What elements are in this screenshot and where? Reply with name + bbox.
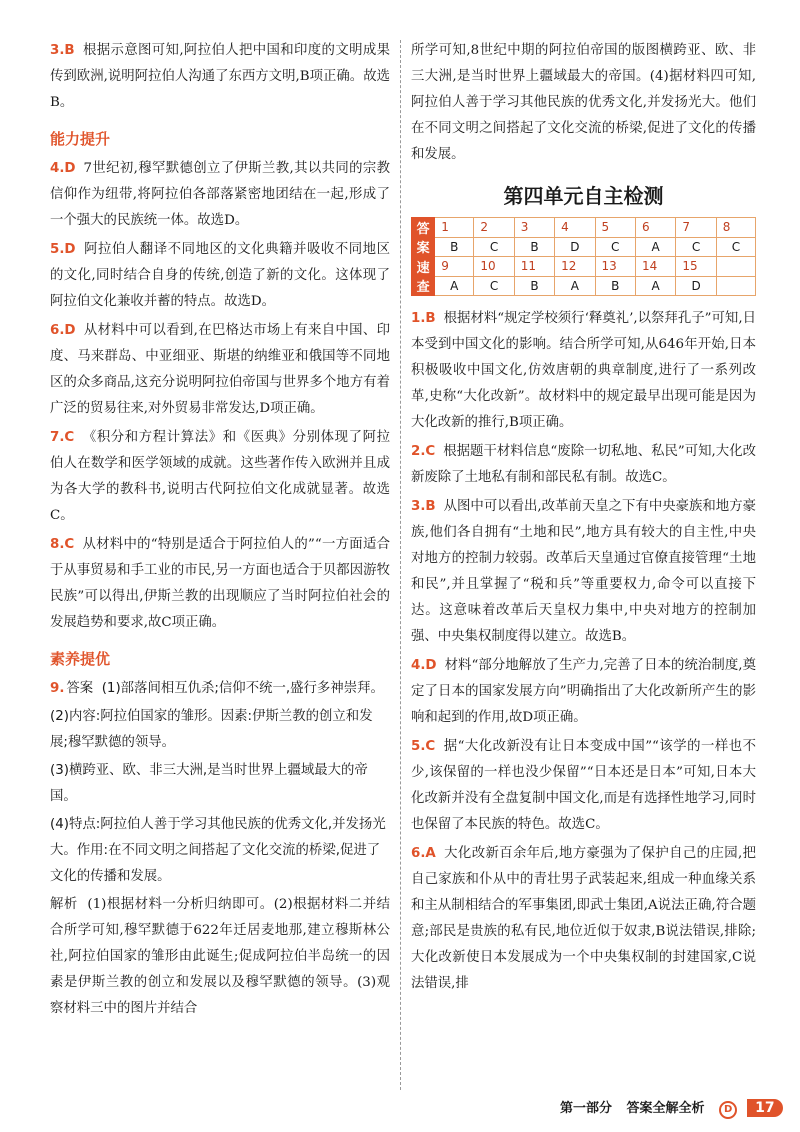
- section-heading: 素养提优: [50, 650, 111, 668]
- answer-text: (4)特点:阿拉伯人善于学习其他民族的优秀文化,并发扬光大。作用:在不同文明之间搭起了文化交流的桥梁,促进了文化的传播和发展。: [50, 817, 386, 884]
- table-cell: 12: [555, 257, 595, 277]
- table-cell: D: [555, 237, 595, 257]
- table-cell: A: [635, 276, 675, 296]
- table-cell: 13: [595, 257, 635, 277]
- table-cell: A: [635, 237, 675, 257]
- table-cell: 11: [514, 257, 554, 277]
- answer-item: [411, 494, 756, 650]
- table-cell: C: [474, 237, 514, 257]
- footer-part: 第一部分: [560, 1101, 613, 1116]
- table-cell: B: [435, 237, 474, 257]
- answer-item: [411, 653, 756, 731]
- answer-text: 从材料中的“特别是适合于阿拉伯人的”“一方面适合于从事贸易和手工业的市民,另一方面也适合于贝都因游牧民族”可以得出,伊斯兰教的出现顺应了当时阿拉伯社会的发展趋势和要求,故C项正确。: [50, 537, 390, 630]
- answer-table-label: 答案: [412, 218, 435, 257]
- footer-subtitle: 答案全解全析: [626, 1101, 705, 1116]
- table-cell: 10: [474, 257, 514, 277]
- question-number: 7.C: [50, 430, 75, 445]
- table-cell: A: [555, 276, 595, 296]
- table-cell: B: [595, 276, 635, 296]
- edition-badge-icon: D: [719, 1101, 737, 1119]
- question-number: 4.D: [50, 161, 76, 176]
- table-cell: B: [514, 237, 554, 257]
- answer-text: 7世纪初,穆罕默德创立了伊斯兰教,其以共同的宗教信仰作为纽带,将阿拉伯各部落紧密地团结在一起,形成了一个强大的民族统一体。故选D。: [50, 161, 390, 228]
- answer-text: 阿拉伯人翻译不同地区的文化典籍并吸收不同地区的文化,同时结合自身的传统,创造了新的文化。这体现了阿拉伯文化兼收并蓄的特点。故选D。: [50, 242, 390, 309]
- analysis-label: 解析: [50, 897, 78, 912]
- answer-item: [411, 306, 756, 436]
- question-number: 5.C: [411, 739, 436, 754]
- right-column: [411, 38, 756, 1000]
- question-number: 4.D: [411, 658, 437, 673]
- question-number: 2.C: [411, 444, 436, 459]
- table-cell: 2: [474, 218, 514, 238]
- answer-item: [50, 676, 390, 702]
- answer-text: 根据题干材料信息“废除一切私地、私民”可知,大化改新废除了土地私有制和部民私有制。故选C。: [411, 444, 756, 485]
- table-cell-empty: [716, 276, 755, 296]
- question-number: 5.D: [50, 242, 76, 257]
- answer-table-label: 速查: [412, 257, 435, 296]
- table-cell: C: [595, 237, 635, 257]
- table-cell: 7: [676, 218, 716, 238]
- answer-item: [50, 38, 390, 116]
- question-number: 6.D: [50, 323, 76, 338]
- answer-item: [50, 237, 390, 315]
- question-number: 8.C: [50, 537, 75, 552]
- answer-text: 从图中可以看出,改革前天皇之下有中央豪族和地方豪族,他们各自拥有“土地和民”,地方具有较大的自主性,中央对地方的控制力较弱。改革后天皇通过官僚直接管理“土地和民”,并且掌握了“税和兵”等重要权力,命令可以直接下达。这意味着改革后天皇权力集中,中央对地方的控制加强、中央集权制度得以建立。故选B。: [411, 499, 756, 644]
- table-cell: 15: [676, 257, 716, 277]
- table-cell: 9: [435, 257, 474, 277]
- page-footer: [560, 1097, 793, 1119]
- column-divider: [400, 40, 401, 1090]
- answer-text: 大化改新百余年后,地方豪强为了保护自己的庄园,把自己家族和仆从中的青壮男子武装起来,组成一种血缘关系和主从制相结合的军事集团,即武士集团,A说法正确,符合题意;部民是贵族的私有民,地位近似于奴隶,B说法错误,排除;大化改新使日本发展成为一个中央集权制的封建国家,C说法错误,排: [411, 846, 756, 991]
- analysis-continued: 所学可知,8世纪中期的阿拉伯帝国的版图横跨亚、欧、非三大洲,是当时世界上疆域最大的帝国。(4)据材料四可知,阿拉伯人善于学习其他民族的优秀文化,并发扬光大。他们在不同文明之间搭起了文化交流的桥梁,促进了文化的传播和发展。: [411, 43, 756, 162]
- answer-text: (2)内容:阿拉伯国家的雏形。因素:伊斯兰教的创立和发展;穆罕默德的领导。: [50, 709, 373, 750]
- question-number: 6.A: [411, 846, 436, 861]
- analysis-text: (1)根据材料一分析归纳即可。(2)根据材料二并结合所学可知,穆罕默德于622年迁居麦地那,建立穆斯林公社,阿拉伯国家的雏形由此诞生;促成阿拉伯半岛统一的因素是伊斯兰教的创立和发展以及穆罕默德的领导。(3)观察材料三中的图片并结合: [50, 897, 391, 1016]
- answer-item: [411, 841, 756, 997]
- answer-item: [411, 439, 756, 491]
- table-cell: C: [474, 276, 514, 296]
- table-cell: C: [716, 237, 755, 257]
- question-number: 3.B: [50, 43, 75, 58]
- table-cell: B: [514, 276, 554, 296]
- table-cell: 4: [555, 218, 595, 238]
- table-cell: 8: [716, 218, 755, 238]
- table-cell: 5: [595, 218, 635, 238]
- answer-item: [50, 532, 390, 636]
- answer-text: 从材料中可以看到,在巴格达市场上有来自中国、印度、马来群岛、中亚细亚、斯堪的纳维亚和俄国等不同地区的众多商品,这充分说明阿拉伯帝国与世界多个地方有着广泛的贸易往来,对外贸易非常发达,D项正确。: [50, 323, 390, 416]
- answer-item: [411, 734, 756, 838]
- answer-item: [50, 425, 390, 529]
- analysis: [50, 892, 390, 1022]
- answer-item: [50, 156, 390, 234]
- left-column: [50, 38, 390, 1025]
- question-number: 9.: [50, 681, 65, 696]
- table-cell: 14: [635, 257, 675, 277]
- answer-label: 答案: [66, 681, 94, 696]
- unit-title: 第四单元自主检测: [503, 184, 664, 208]
- answer-text: 材料“部分地解放了生产力,完善了日本的统治制度,奠定了日本的国家发展方向”明确指出了大化改新所产生的影响和起到的作用,故D项正确。: [411, 658, 756, 725]
- answer-text: 《积分和方程计算法》和《医典》分别体现了阿拉伯人在数学和医学领域的成就。这些著作传入欧洲并且成为各大学的教科书,说明古代阿拉伯文化成就显著。故选C。: [50, 430, 390, 523]
- table-cell: A: [435, 276, 474, 296]
- answer-text: 根据示意图可知,阿拉伯人把中国和印度的文明成果传到欧洲,说明阿拉伯人沟通了东西方文明,B项正确。故选B。: [50, 43, 390, 110]
- table-cell: C: [676, 237, 716, 257]
- answer-table: [411, 217, 756, 296]
- answer-text: 根据材料“规定学校须行‘释奠礼’,以祭拜孔子”可知,日本受到中国文化的影响。结合所学可知,从646年开始,日本积极吸收中国文化,仿效唐朝的典章制度,进行了一系列改革,史称“大化改新”。故材料中的规定最早出现可能是因为大化改新的推行,B项正确。: [411, 311, 756, 430]
- table-cell: D: [676, 276, 716, 296]
- table-cell: 3: [514, 218, 554, 238]
- table-cell-empty: [716, 257, 755, 277]
- question-number: 3.B: [411, 499, 436, 514]
- table-cell: 1: [435, 218, 474, 238]
- page-number: 17: [747, 1099, 782, 1117]
- answer-text: (1)部落间相互仇杀;信仰不统一,盛行多神崇拜。: [101, 681, 384, 696]
- answer-text: 据“大化改新没有让日本变成中国”“该学的一样也不少,该保留的一样也没少保留”“日本还是日本”可知,日本大化改新并没有全盘复制中国文化,而是有选择性地学习,同时也保留了本民族的特色。故选C。: [411, 739, 756, 832]
- answer-text: (3)横跨亚、欧、非三大洲,是当时世界上疆域最大的帝国。: [50, 763, 368, 804]
- answer-item: [50, 318, 390, 422]
- section-heading: 能力提升: [50, 130, 111, 148]
- table-cell: 6: [635, 218, 675, 238]
- question-number: 1.B: [411, 311, 436, 326]
